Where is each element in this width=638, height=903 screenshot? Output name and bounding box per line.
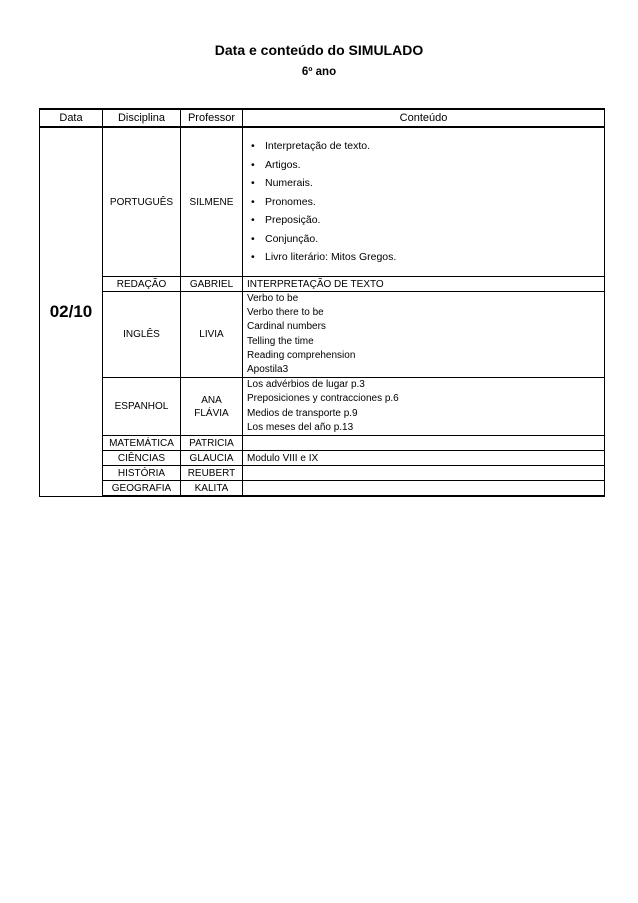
- professor-cell: LIVIA: [181, 292, 243, 378]
- discipline-cell: INGLÊS: [103, 292, 181, 378]
- schedule-table: [39, 108, 605, 497]
- table-header-row: [40, 109, 605, 127]
- discipline-cell: PORTUGUÊS: [103, 127, 181, 277]
- table-row: [40, 378, 605, 436]
- content-line: Los advérbios de lugar p.3: [247, 379, 365, 391]
- table-row: [40, 127, 605, 277]
- table-row: [40, 436, 605, 451]
- content-line: Medios de transporte p.9: [247, 407, 358, 419]
- table-row: [40, 466, 605, 481]
- header-data: Data: [40, 109, 103, 127]
- table-row: [40, 292, 605, 378]
- content-bullet-list: [247, 137, 600, 267]
- document-title: Data e conteúdo do SIMULADO: [214, 42, 424, 58]
- content-line: Reading comprehension: [247, 349, 356, 361]
- content-cell: [243, 481, 605, 497]
- content-line: Cardinal numbers: [247, 321, 326, 333]
- discipline-cell: REDAÇÃO: [103, 277, 181, 292]
- list-item: • Conjunção.: [251, 230, 600, 249]
- content-cell: Modulo VIII e IX: [243, 451, 605, 466]
- professor-cell: REUBERT: [181, 466, 243, 481]
- header-conteudo: Conteúdo: [243, 109, 605, 127]
- content-line: Los meses del año p.13: [247, 421, 354, 433]
- content-cell: [243, 436, 605, 451]
- discipline-cell: CIÊNCIAS: [103, 451, 181, 466]
- document-subtitle: 6º ano: [301, 66, 337, 78]
- professor-cell: KALITA: [181, 481, 243, 497]
- content-cell: [243, 466, 605, 481]
- header-disciplina: Disciplina: [103, 109, 181, 127]
- professor-cell: ANA FLÁVIA: [181, 378, 243, 436]
- discipline-cell: HISTÓRIA: [103, 466, 181, 481]
- professor-cell: PATRICIA: [181, 436, 243, 451]
- list-item: • Interpretação de texto.: [251, 137, 600, 156]
- content-line: Apostila3: [247, 364, 289, 376]
- list-item: • Numerais.: [251, 174, 600, 193]
- content-cell: INTERPRETAÇÃO DE TEXTO: [243, 277, 605, 292]
- content-line: Telling the time: [247, 335, 314, 347]
- list-item: • Pronomes.: [251, 193, 600, 212]
- list-item: • Artigos.: [251, 156, 600, 175]
- table-row: [40, 451, 605, 466]
- professor-cell: GLAUCIA: [181, 451, 243, 466]
- professor-cell: GABRIEL: [181, 277, 243, 292]
- header-professor: Professor: [181, 109, 243, 127]
- content-cell: [243, 378, 605, 436]
- discipline-cell: ESPANHOL: [103, 378, 181, 436]
- content-line: Preposiciones y contracciones p.6: [247, 393, 399, 405]
- discipline-cell: GEOGRAFIA: [103, 481, 181, 497]
- table-row: [40, 277, 605, 292]
- content-cell: [243, 292, 605, 378]
- professor-cell: SILMENE: [181, 127, 243, 277]
- date-cell: 02/10: [40, 127, 103, 496]
- table-row: [40, 481, 605, 497]
- content-line: Verbo to be: [247, 293, 299, 304]
- list-item: • Preposição.: [251, 211, 600, 230]
- content-line: Verbo there to be: [247, 307, 324, 319]
- content-cell: [243, 127, 605, 277]
- discipline-cell: MATEMÁTICA: [103, 436, 181, 451]
- list-item: • Livro literário: Mitos Gregos.: [251, 248, 600, 267]
